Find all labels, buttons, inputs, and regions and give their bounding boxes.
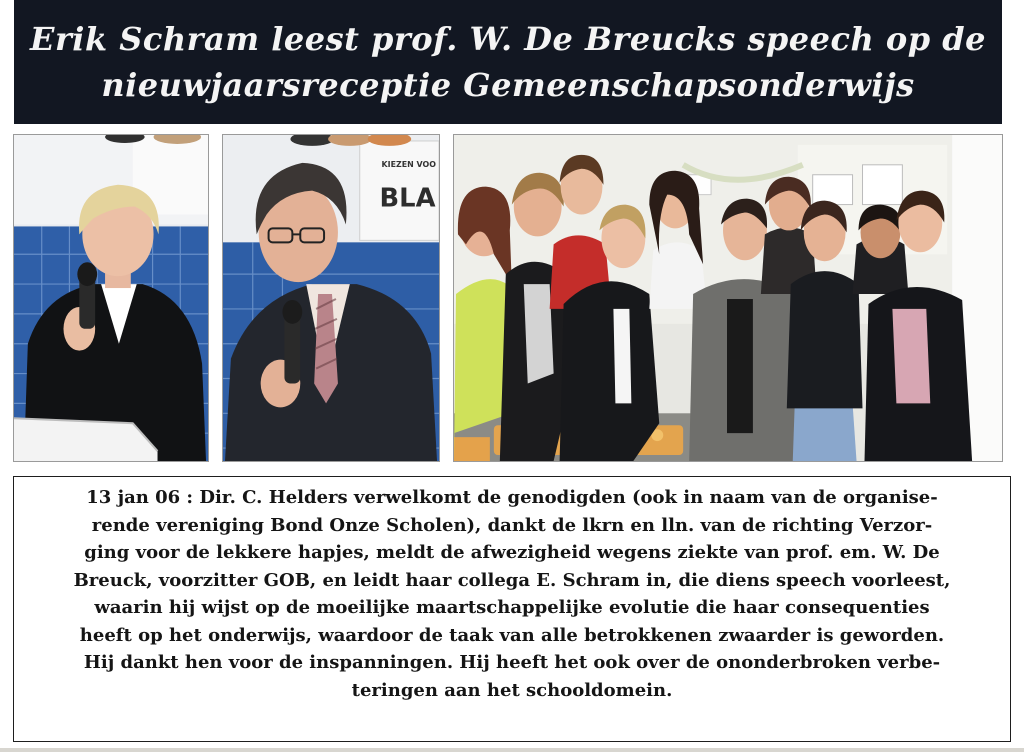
caption-text (14, 484, 1010, 704)
caption-line: rende vereniging Bond Onze Scholen), dankt de lkrn en lln. van de richting Verzor- (91, 514, 933, 536)
title-line-1: Erik Schram leest prof. W. De Breucks speech op de (30, 20, 986, 58)
caption-line: 13 jan 06 : Dir. C. Helders verwelkomt de genodigden (ook in naam van de organise- (86, 487, 938, 508)
title-banner (14, 0, 1002, 124)
shirt-text-line-1: KIEZEN VOO (381, 159, 436, 169)
photo-woman-speaker-image (14, 135, 208, 461)
photo-woman-speaker (13, 134, 209, 462)
caption-line: ging voor de lekkere hapjes, meldt de afwezigheid wegens ziekte van prof. em. W. De (84, 542, 940, 563)
caption-line: heeft op het onderwijs, waardoor de taak van alle betrokkenen zwaarder is geworden. (79, 624, 945, 646)
caption-line: Hij dankt hen voor de inspanningen. Hij heeft het ook over de ononderbroken verbe- (83, 652, 941, 673)
title-line-2: nieuwjaarsreceptie Gemeenschapsonderwijs (101, 66, 915, 104)
caption-box (13, 476, 1011, 742)
page-bottom-edge (0, 748, 1024, 752)
shirt-text-line-2: BLA (379, 183, 436, 214)
caption-line: waarin hij wijst op de moeilijke maartschappelijke evolutie die haar consequenties (94, 597, 930, 618)
photo-man-speaker (222, 134, 440, 462)
photo-man-speaker-image (223, 135, 439, 461)
caption-line: Breuck, voorzitter GOB, en leidt haar collega E. Schram in, die diens speech voorleest, (73, 569, 951, 591)
caption-line: teringen aan het schooldomein. (351, 679, 673, 701)
photo-group-image (454, 135, 1002, 461)
photo-group (453, 134, 1003, 462)
